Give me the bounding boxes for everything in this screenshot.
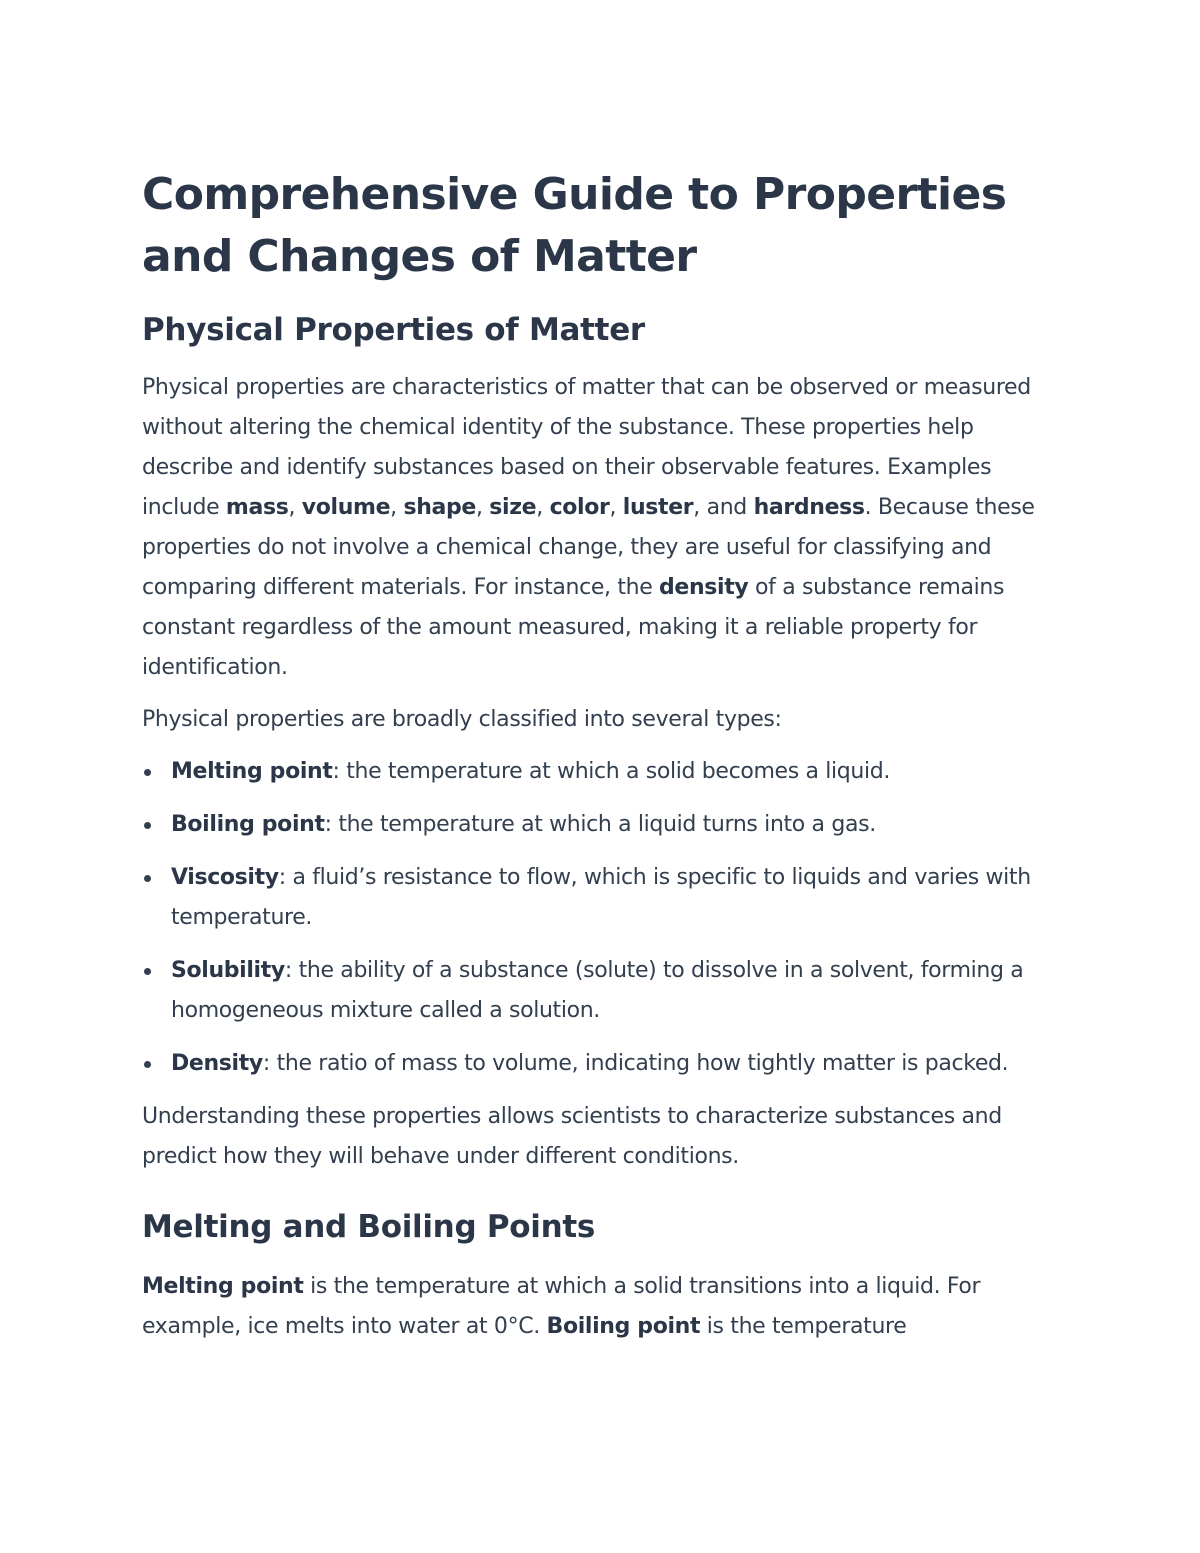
list-intro-paragraph: Physical properties are broadly classified into several types:	[142, 707, 782, 732]
conclusion-paragraph: Understanding these properties allows scientists to characterize substances and predict how they will behave under different conditions.	[142, 1104, 1002, 1169]
separator: ,	[476, 495, 490, 520]
section-heading-melting-boiling: Melting and Boiling Points	[142, 1209, 596, 1245]
list-item-term: Boiling point	[171, 812, 325, 837]
list-item	[142, 752, 1062, 792]
term-volume: volume	[301, 495, 391, 520]
list-item-description: : the temperature at which a solid becomes a liquid.	[332, 759, 891, 784]
paragraph-text-2: is the temperature	[700, 1314, 907, 1339]
list-item	[142, 858, 1062, 938]
bullet-icon	[144, 875, 151, 882]
list-item-term: Viscosity	[171, 865, 279, 890]
paragraph-text-1: is the temperature at which a solid transitions into a liquid. For example, ice melts into water at 0°C.	[142, 1274, 981, 1339]
term-shape: shape	[403, 495, 476, 520]
physical-properties-intro-paragraph	[142, 368, 1062, 688]
term-mass: mass	[225, 495, 289, 520]
section-heading-physical-properties: Physical Properties of Matter	[142, 312, 645, 348]
term-luster: luster	[622, 495, 694, 520]
intro-text-1: Physical properties are characteristics of matter that can be observed or measured without altering the chemical identity of the substance. These properties help describe and identify substances based on their observable features. Examples include	[142, 375, 1031, 520]
term-size: size	[489, 495, 537, 520]
intro-text-2: . Because these properties do not involve a chemical change, they are useful for classifying and comparing different materials. For instance, the	[142, 495, 1035, 600]
list-item-description: : the ability of a substance (solute) to dissolve in a solvent, forming a homogeneous mixture called a solution.	[171, 958, 1024, 1023]
list-item-description: : a fluid’s resistance to flow, which is specific to liquids and varies with temperature.	[171, 865, 1031, 930]
term-density: density	[659, 575, 749, 600]
separator: ,	[536, 495, 550, 520]
separator: ,	[609, 495, 623, 520]
term-color: color	[549, 495, 610, 520]
separator: ,	[390, 495, 404, 520]
list-item	[142, 1044, 1062, 1084]
list-item-description: : the temperature at which a liquid turns into a gas.	[324, 812, 876, 837]
list-item-description: : the ratio of mass to volume, indicating how tightly matter is packed.	[262, 1051, 1009, 1076]
list-item-term: Melting point	[171, 759, 333, 784]
list-item-term: Solubility	[171, 958, 285, 983]
list-item-term: Density	[171, 1051, 263, 1076]
bullet-icon	[144, 822, 151, 829]
bullet-icon	[144, 769, 151, 776]
document-title: Comprehensive Guide to Properties and Changes of Matter	[142, 169, 1007, 282]
term-hardness: hardness	[753, 495, 865, 520]
melting-boiling-paragraph	[142, 1267, 1062, 1347]
intro-text-3: of a substance remains constant regardless of the amount measured, making it a reliable property for identification.	[142, 575, 1005, 680]
document-page	[142, 164, 1062, 1359]
list-item	[142, 805, 1062, 845]
term-boiling-point: Boiling point	[546, 1314, 701, 1339]
separator: ,	[288, 495, 302, 520]
property-types-list	[142, 752, 1062, 1084]
bullet-icon	[144, 968, 151, 975]
bullet-icon	[144, 1061, 151, 1068]
separator: , and	[693, 495, 754, 520]
term-melting-point: Melting point	[142, 1274, 304, 1299]
list-item	[142, 951, 1062, 1031]
